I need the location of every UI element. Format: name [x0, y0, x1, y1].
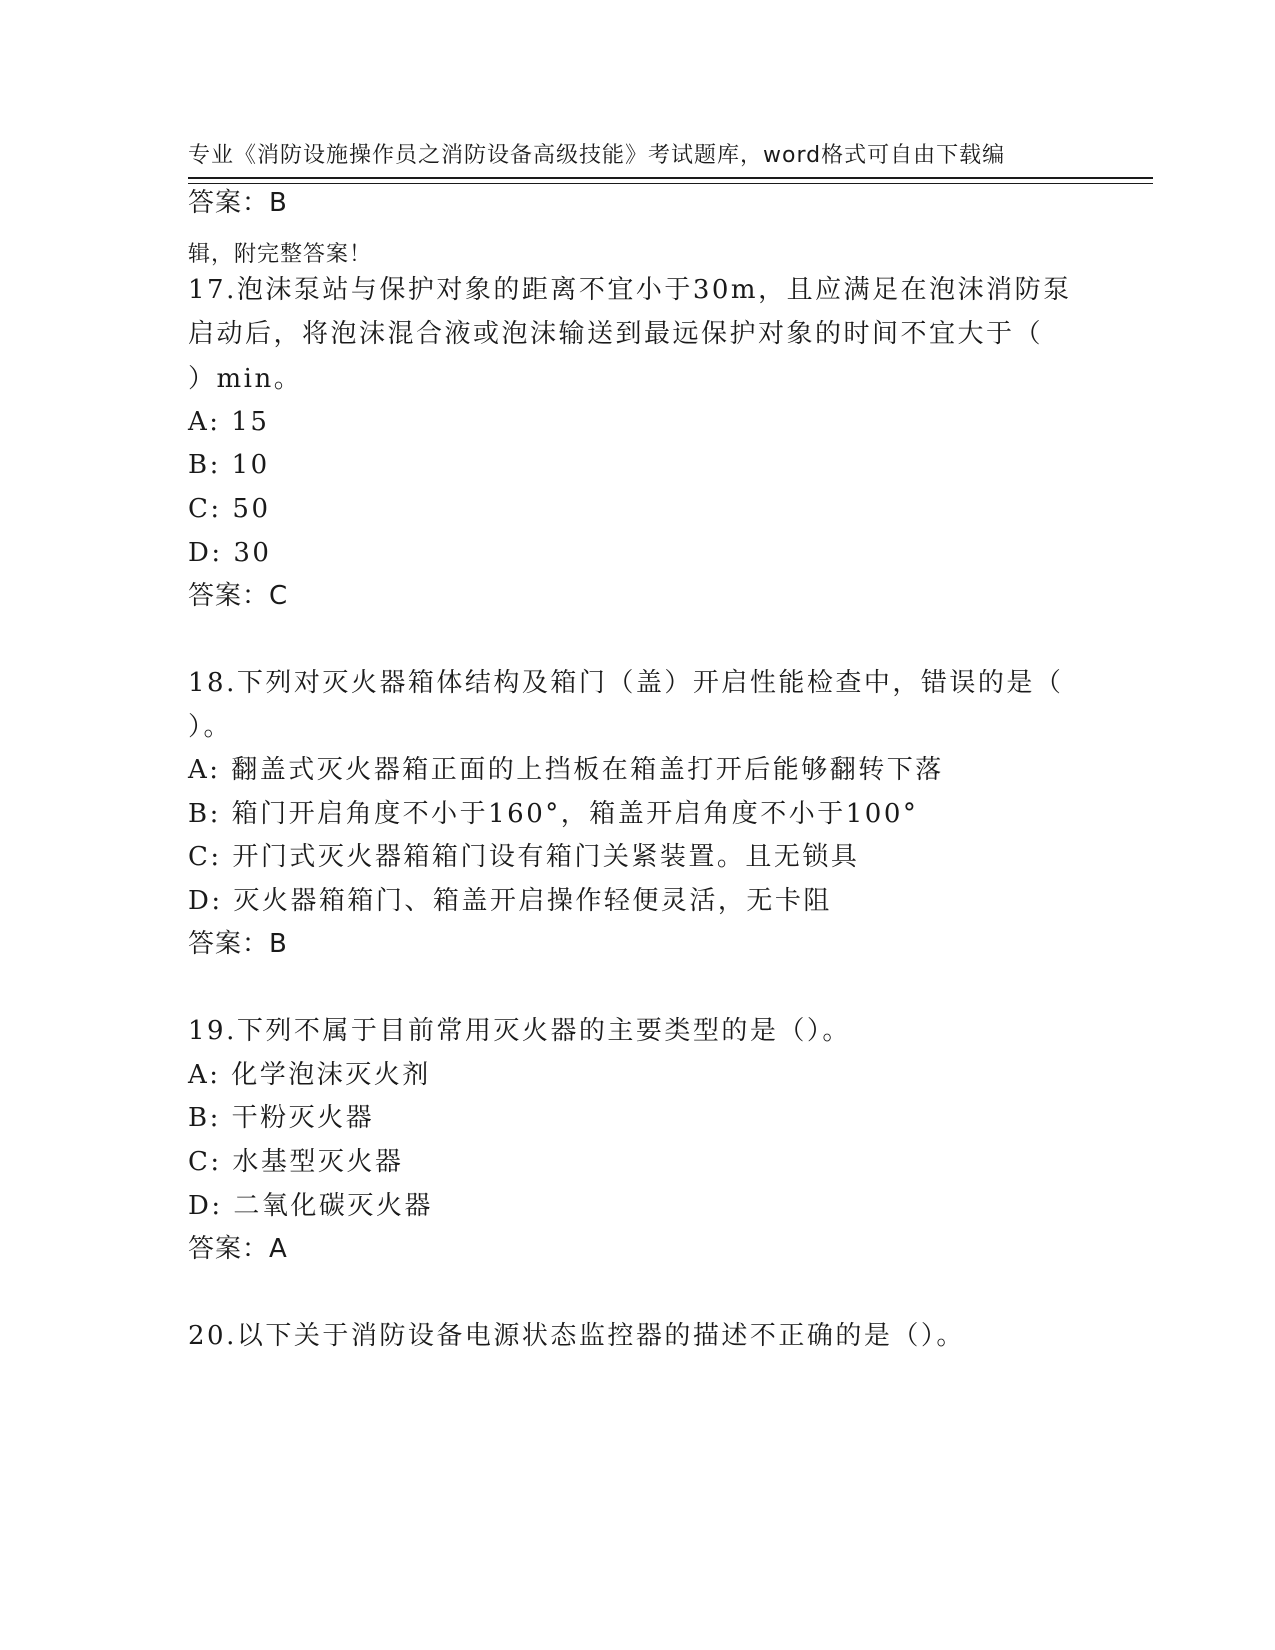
question-17-option-c: C: 50 — [188, 494, 271, 524]
question-19-answer — [188, 1234, 288, 1264]
answer-line-prev — [188, 188, 288, 218]
header-line-2: 辑，附完整答案！ — [188, 242, 373, 267]
question-19-option-d: D: 二氧化碳灭火器 — [188, 1191, 433, 1221]
answer-value: B — [269, 188, 288, 218]
question-17-option-d: D: 30 — [188, 538, 272, 568]
question-19-option-b: B: 干粉灭火器 — [188, 1103, 375, 1133]
answer-value: C — [269, 581, 289, 611]
answer-label: 答案： — [188, 1234, 270, 1264]
question-18-option-d: D: 灭火器箱箱门、箱盖开启操作轻便灵活，无卡阻 — [188, 886, 832, 916]
answer-label: 答案： — [188, 188, 270, 218]
question-17-stem-line-1: 17.泡沫泵站与保护对象的距离不宜小于30m，且应满足在泡沫消防泵 — [188, 275, 1072, 305]
question-19-stem-line-1: 19.下列不属于目前常用灭火器的主要类型的是（）。 — [188, 1016, 851, 1046]
question-20-stem-line-1: 20.以下关于消防设备电源状态监控器的描述不正确的是（）。 — [188, 1321, 965, 1351]
question-17-answer — [188, 581, 288, 611]
answer-value: A — [269, 1234, 288, 1264]
question-17-option-b: B: 10 — [188, 450, 270, 480]
question-18-option-b: B: 箱门开启角度不小于160°，箱盖开启角度不小于100° — [188, 799, 919, 829]
question-18-option-a: A: 翻盖式灭火器箱正面的上挡板在箱盖打开后能够翻转下落 — [188, 755, 944, 785]
question-17-stem-line-3: ）min。 — [188, 364, 303, 394]
answer-value: B — [269, 929, 288, 959]
question-18-stem-line-1: 18.下列对灭火器箱体结构及箱门（盖）开启性能检查中，错误的是（ — [188, 668, 1064, 698]
question-19-option-c: C: 水基型灭火器 — [188, 1147, 404, 1177]
question-18-answer — [188, 929, 288, 959]
question-18-stem-line-2: ）。 — [188, 712, 233, 742]
answer-label: 答案： — [188, 581, 270, 611]
question-17-stem-line-2: 启动后，将泡沫混合液或泡沫输送到最远保护对象的时间不宜大于（ — [188, 319, 1044, 349]
question-19-option-a: A: 化学泡沫灭火剂 — [188, 1060, 431, 1090]
answer-label: 答案： — [188, 929, 270, 959]
question-18-option-c: C: 开门式灭火器箱箱门设有箱门关紧装置。且无锁具 — [188, 842, 860, 872]
question-17-option-a: A: 15 — [188, 407, 270, 437]
header-line-1: 专业《消防设施操作员之消防设备高级技能》考试题库，word格式可自由下载编 — [188, 143, 1006, 168]
header-divider-thick — [188, 177, 1153, 179]
header-divider-thin — [188, 183, 1153, 184]
